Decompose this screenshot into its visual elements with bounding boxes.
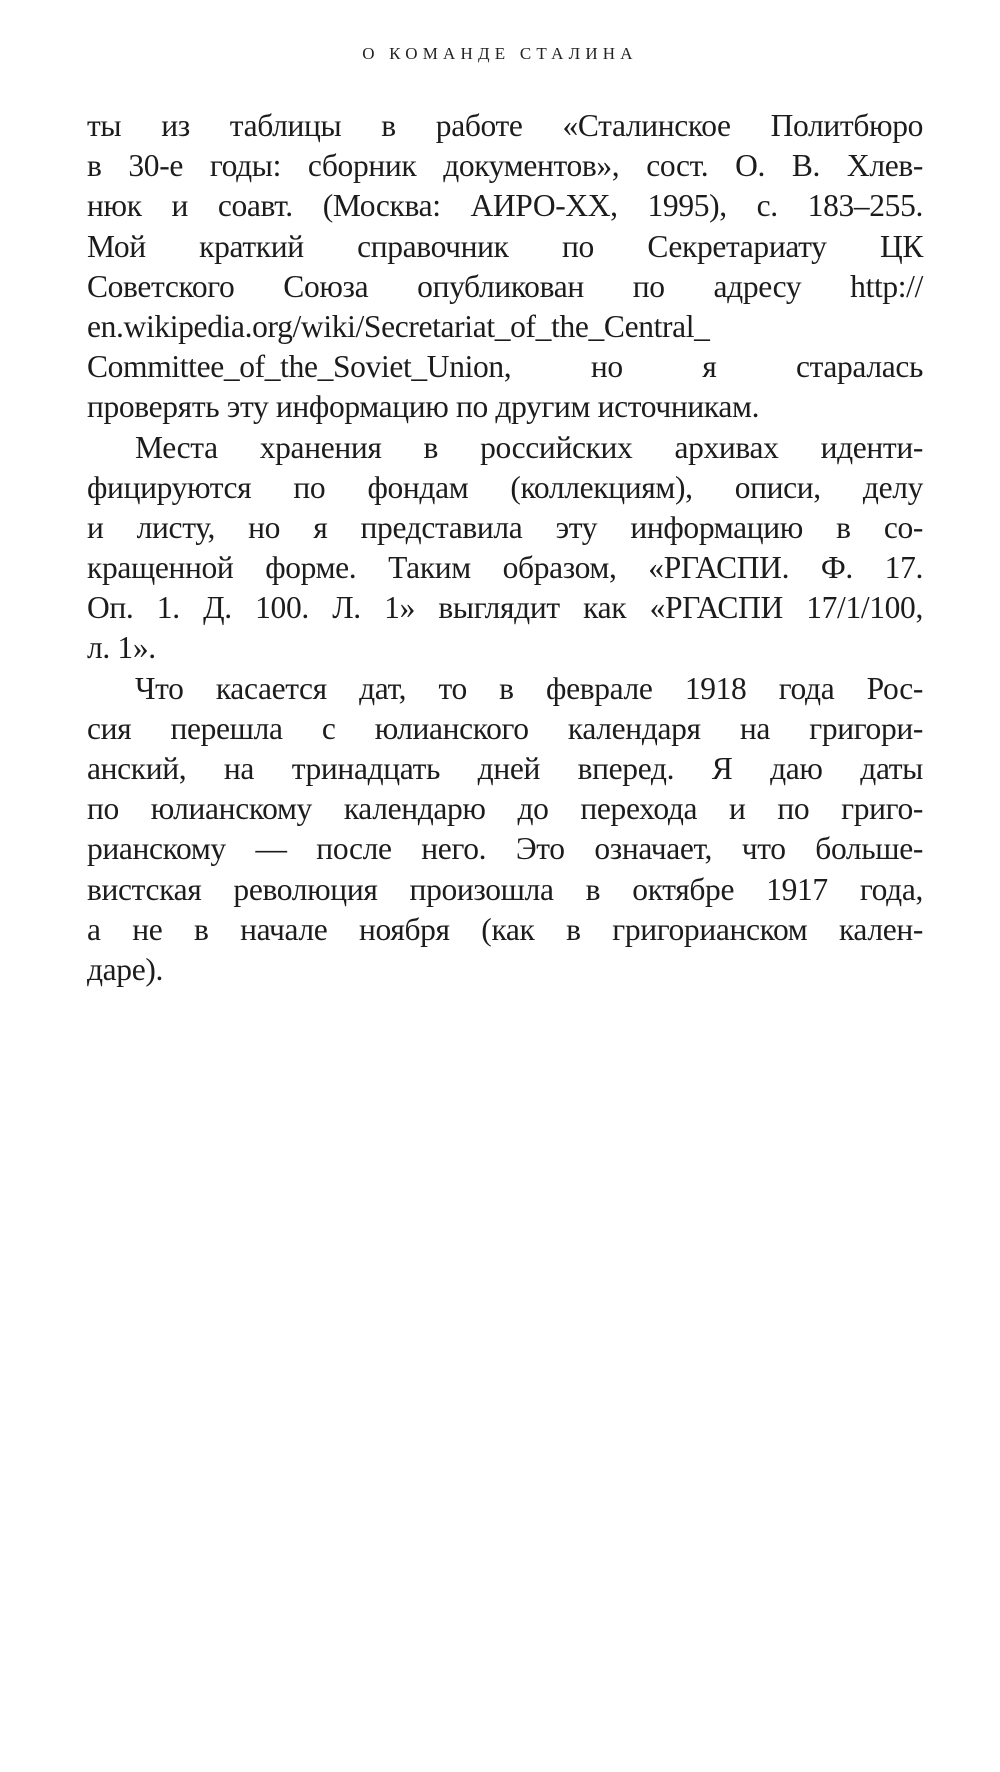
running-header: О КОМАНДЕ СТАЛИНА — [362, 44, 638, 63]
body-text — [87, 106, 923, 990]
paragraph-1 — [87, 106, 923, 428]
text-line: Места хранения в российских архивах иденти- — [135, 429, 923, 465]
text-line: нюк и соавт. (Москва: АИРО-XX, 1995), с. 183–255. — [87, 188, 923, 224]
text-line: анский, на тринадцать дней вперед. Я даю даты — [87, 751, 923, 786]
text-line: и листу, но я представила эту информацию в со- — [87, 509, 923, 545]
text-line: ты из таблицы в работе «Сталинское Политбюро — [87, 108, 923, 143]
text-line: фицируются по фондам (коллекциям), описи, делу — [87, 469, 923, 505]
text-line: вистская революция произошла в октябре 1917 года, — [87, 871, 923, 907]
text-line: Оп. 1. Д. 100. Л. 1» выглядит как «РГАСПИ 17/1/100, — [87, 590, 923, 626]
url-line: en.wikipedia.org/wiki/Secretariat_of_the_Central_ — [87, 308, 710, 344]
text-line: даре). — [87, 951, 164, 987]
text-line: Что касается дат, то в феврале 1918 года Рос- — [135, 670, 923, 706]
text-line: а не в начале ноября (как в григорианском кален- — [87, 911, 923, 947]
text-line: Советского Союза опубликован по адресу http:// — [87, 268, 923, 304]
text-line: л. 1». — [87, 630, 156, 666]
paragraph-2 — [87, 428, 923, 669]
text-line: по юлианскому календарю до перехода и по григо- — [87, 791, 923, 827]
paragraph-3 — [87, 669, 923, 991]
text-line: сия перешла с юлианского календаря на григори- — [87, 710, 923, 746]
text-line: в 30-е годы: сборник документов», сост. О. В. Хлев- — [87, 148, 923, 184]
text-line: Мой краткий справочник по Секретариату ЦК — [87, 228, 923, 264]
text-line: проверять эту информацию по другим источникам. — [87, 389, 760, 425]
url-line: Committee_of_the_Soviet_Union, но я старалась — [87, 349, 923, 385]
text-line: кращенной форме. Таким образом, «РГАСПИ. Ф. 17. — [87, 550, 923, 586]
text-line: рианскому — после него. Это означает, что больше- — [87, 831, 923, 867]
